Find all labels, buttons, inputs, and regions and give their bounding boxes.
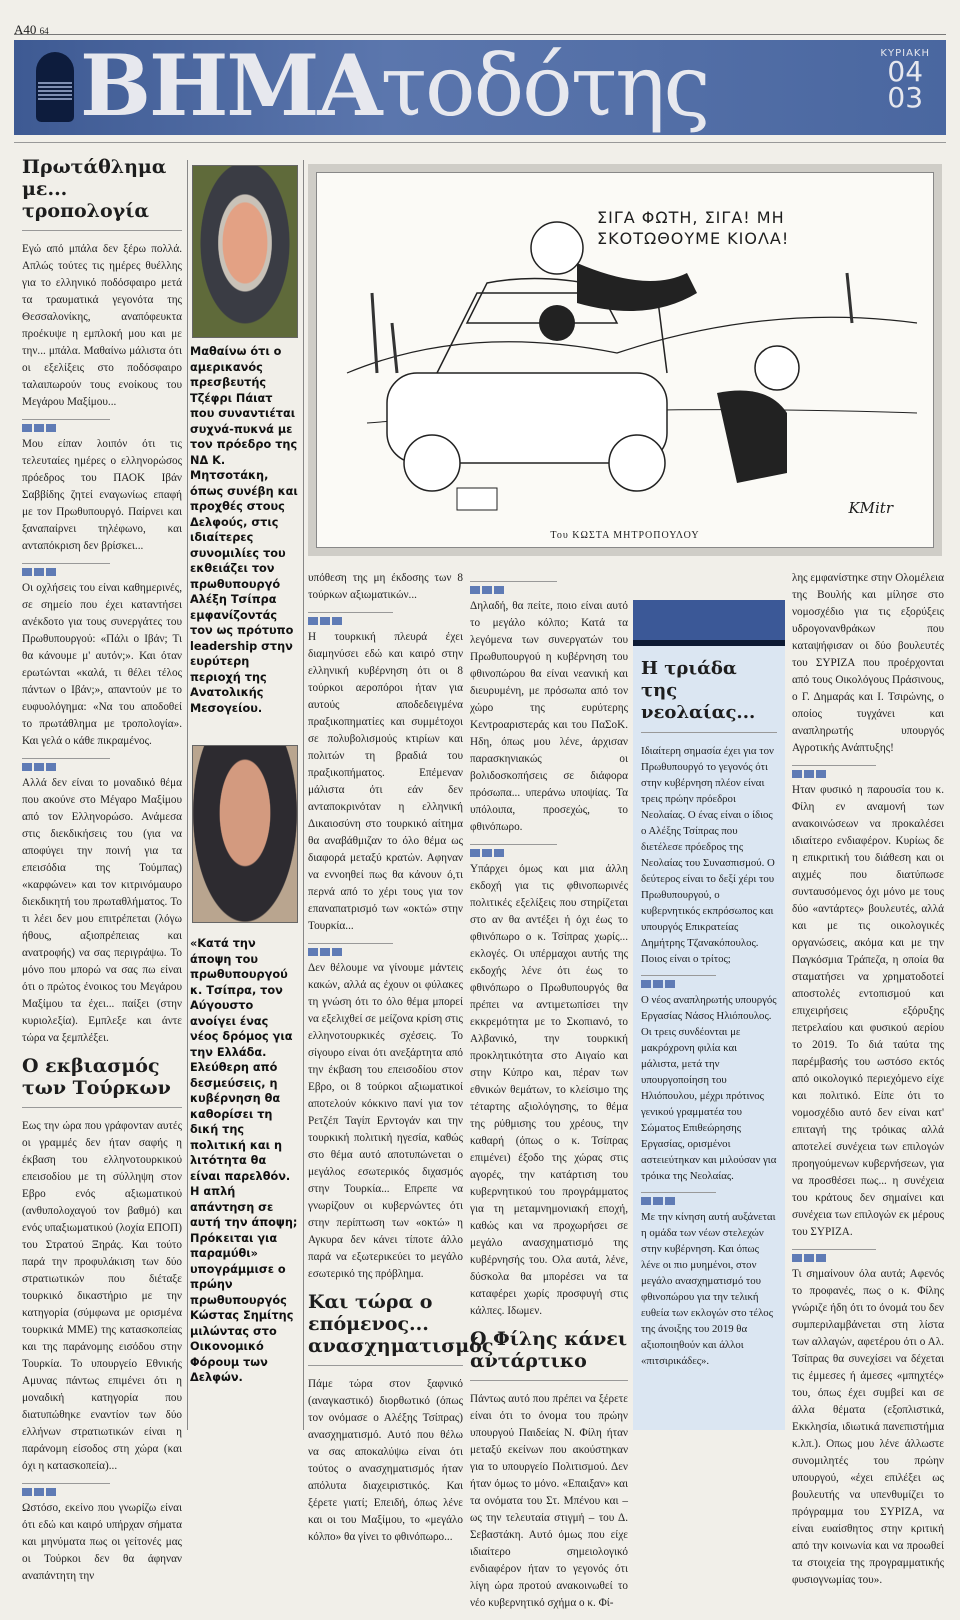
section-marker-icon	[308, 948, 463, 956]
cartoon-frame	[308, 164, 942, 556]
date-weekday: ΚΥΡΙΑΚΗ	[880, 48, 930, 59]
section-marker-icon	[22, 1488, 182, 1496]
paragraph: Εγώ από μπάλα δεν ξέρω πολλά. Απλώς τούτες τις ημέρες θυέλλης για το ελληνικό ποδόσφαιρο μετά τα τραυματικά γεγονότα της Θεσσαλονίκης, αναπόφευκτα προέκυψε η εμπλοκή μου και με την... μπάλα. Μαθαίνω μάλιστα ότι οι εξελίξεις στο ποδόσφαιρο ταλαιπωρούν τους ενοίκους του Μεγάρου Μαξίμου...	[22, 243, 182, 408]
speech-bubble-text: ΣΙΓΑ ΦΩΤΗ, ΣΙΓΑ! ΜΗ ΣΚΟΤΩΘΟΥΜΕ ΚΙΟΛΑ!	[597, 208, 790, 248]
paragraph: Αλλά δεν είναι το μοναδικό θέμα που ακούνε στο Μέγαρο Μαξίμου από τον Ελληνορώσο. Ανάμεσα στις διεκδικήσεις του (για να αποφύγει την ποινή για τα επεισόδια της Τούμπας) «καρφώνει» και τον κιτρινόμαυρο διεκδικητή του πρωταθλήματος. Το τι λέει δεν μου επιτρέπεται (λόγω ήθους, αξιοπρέπειας και ανατροφής) να σας περιγράψω. Το μόνο που μπορώ να σας πω είναι ότι ο πρώτος ένοικος του Μεγάρου Μαξίμου τα έχει... παίξει (στην κυριολεξία). Εμπλεξε και άντε τώρα να ξεμπλέξει.	[22, 777, 182, 1044]
date-day: 04	[887, 55, 924, 88]
paragraph: Μου είπαν λοιπόν ότι τις τελευταίες ημέρες ο ελληνορώσος πρόεδρος του ΠΑΟΚ Ιβάν Σαββίδης ζητεί εναγωνίως επαφή με τον Πρωθυπουργό. Παίρνει και ξαναπαίρνει τηλέφωνο, και ανταπόκριση δεν βρίσκει...	[22, 438, 182, 552]
paragraph: Υπάρχει όμως και μια άλλη εκδοχή για τις φθινοπωρινές πολιτικές εξελίξεις που στηρίζεται στο αν θα αντέξει ή όχι έως το φθινόπωρο ο κ. Τσίπρας χωρίς... εκλογές. Οι υπέρμαχοι αυτής της εκδοχής λένε ότι έως το φθινόπωρο ο Πρωθυπουργός θα πρέπει να αντιμετωπίσει την εκκρεμότητα με το Σκοπιανό, το Αλβανικό, την τουρκική προκλητικότητα στο Αιγαίο και στην Κύπρο και, πέραν των εθνικών θεμάτων, το κλείσιμο της τέταρτης αξιολόγησης, το θέμα της ρύθμισης του χρέους, την καθαρή (όπως ο κ. Τσίπρας επιμένει) έξοδο της χώρας στις αγορές, την κατάρτιση του κυβερνητικού του προγράμματος για τη μεταμνημονιακή εποχή, καθώς και να προχωρήσει σε μεγάλο ανασχηματισμό της κυβέρνησής του. Ολα αυτά, λένε, δύσκολα θα μπορέσει να τα καταφέρει χωρίς προσφυγή στις κάλπες. Ιδωμεν.	[470, 863, 628, 1317]
headline-reshuffle: Και τώρα ο επόμενος... ανασχηματισμός	[308, 1291, 494, 1357]
head-logo-icon	[36, 52, 74, 122]
paragraph: Εως την ώρα που γράφονταν αυτές οι γραμμές δεν ήταν σαφής η έκβαση του ελληνοτουρκικού επεισοδίου με τη σύλληψη στον Εβρο ενός αξιωματικού (ανθυπολοχαγού τον βαθμό) και ενός υπαξιωματικού (λοχία ΕΠΟΠ) του Στρατού Ξηράς. Και τούτο παρά την προφυλάκιση των δύο στρατιωτικών που διέταξε τουρκικό δικαστήριο με την κατηγορία (σύμφωνα με ορισμένα τουρκικά ΜΜΕ) της κατασκοπείας και της παράνομης εισόδου στην Τουρκία. Το υπουργείο Εθνικής Αμυνας πάντως επιμένει ότι η μοναδική κατηγορία που διατυπώθηκε εναντίον των δύο ελλήνων στρατιωτικών είναι η παράνομη είσοδος στη χώρα (και όχι η κατασκοπεία)...	[22, 1120, 182, 1472]
paragraph: Η τουρκική πλευρά έχει διαμηνύσει εδώ και καιρό στην ελληνική κυβέρνηση ότι οι 8 τούρκοι αεροπόροι ήταν για αυτούς αποδεδειγμένα πραξικοπηματίες και συμμέτοχοι σε πολυβολισμούς κτιρίων και πολιτών τη βραδιά του πραξικοπήματος. Επέμεναν μάλιστα ότι εάν δεν ανταποκρινόταν η ελληνική Δικαιοσύνη στο τουρκικό αίτημα θα αναβάθμιζαν το όλο θέμα ως διαφορά μεταξύ κρατών. Αφηναν να εννοηθεί πως θα κάνουν ό,τι περνά από το χέρι τους για τον επαναπατρισμό των «οκτώ» στην Τουρκία...	[308, 631, 463, 932]
paragraph: Δηλαδή, θα πείτε, ποιο είναι αυτό το μεγάλο κόλπο; Κατά τα λεγόμενα των συνεργατών του Πρωθυπουργού η κυβέρνηση του φθινοπώρου θα είναι νεανική και διευρυμένη, με πρόσωπα από τον χώρο της ευρύτερης Κεντροαριστεράς και του ΠαΣοΚ. Ηδη, όπως μου λένε, άρχισαν παρασκηνιακώς οι βολιδοσκοπήσεις σε διάφορα πρόσωπα... υπεράνω υποψίας. Τα υπόλοιπα, προσεχώς, το φθινόπωρο.	[470, 600, 628, 833]
paragraph: Πάμε τώρα στον ξαφνικό (αναγκαστικό) διορθωτικό (όπως τον ονόμασε ο Αλέξης Τσίπρας) ανασχηματισμό. Αυτό που θέλω να σας αποκαλύψω είναι ότι τούτος ο ανασχηματισμός ήταν απόλυτα διαχειριστικός. Και ξέρετε γιατί; Επειδή, όπως λένε και οι του Μαξίμου, το «μεγάλο κόλπο» θα γίνει το φθινόπωρο...	[308, 1378, 463, 1543]
column-1	[22, 150, 182, 1593]
photo-simitis	[192, 745, 298, 923]
paragraph: Οι οχλήσεις του είναι καθημερινές, σε σημείο που έχει καταντήσει ανέκδοτο για τους συνεργάτες του Πρωθυπουργού: «Πάλι ο Ιβάν; Τι θα κάνουμε μ' αυτόν;». Και όταν ερωτώνται «καλά, τι θέλει τέλος πάντων ο Ιβάν;», απαντούν με το ευφυολόγημα: «Να του αποδοθεί το πρωτάθλημα με τροπολογία». Και γελά ο κάθε πικραμένος.	[22, 582, 182, 747]
section-marker-icon	[641, 1197, 777, 1205]
section-marker-icon	[22, 763, 182, 771]
paragraph: Δεν θέλουμε να γίνουμε μάντεις κακών, αλλά ας έχουν οι φύλακες τη γνώση ότι το όλο θέμα μπορεί να εξελιχθεί σε μείζονα κρίση στις ελληνοτουρκικές σχέσεις. Το σίγουρο είναι ότι ανεξάρτητα από την έκβαση του επεισοδίου στον Εβρο, οι 8 τούρκοι αξιωματικοί αποτελούν κόκκινο πανί για τον Ρετζέπ Ταγίπ Ερντογάν και την τουρκική πολιτική ηγεσία, καθώς στο θέμα αυτό αποτυπώνεται ο μεγάλος εσωτερικός διχασμός στην Τουρκία... Επρεπε να γνωρίζουν οι κυβερνώντες ότι στην περίπτωση των «οκτώ» η Αγκυρα δεν κάνει τίποτε άλλο παρά να εξωτερικεύει το μεγάλο εσωτερικό της πρόβλημα.	[308, 962, 463, 1280]
sidebar-quote-simitis: «Κατά την άποψη του πρωθυπουργού κ. Τσίπρα, τον Αύγουστο ανοίγει ένας νέος δρόμος για την Ελλάδα. Ελεύθερη από δεσμεύσεις, η κυβέρνηση θα καθορίσει τη δική της πολιτική και η λιτότητα θα είναι παρελθόν. Η απλή απάντηση σε αυτή την άποψη; Πρόκειται για παραμύθι» υπογράμμισε ο πρώην πρωθυπουργός Κώστας Σημίτης μιλώντας στο Οικονομικό Φόρουμ των Δελφών.	[190, 937, 298, 1384]
cartoon	[316, 172, 934, 548]
column-4	[470, 575, 628, 1620]
column-3	[308, 570, 494, 1554]
paragraph: Ο νέος αναπληρωτής υπουργός Εργασίας Νάσος Ηλιόπουλος. Οι τρεις συνδέονται με μακρόχρονη φιλία και μάλιστα, μετά την υπουργοποίηση του Ηλιόπουλου, μέχρι πρότινος γενικού γραμματέα του Σώματος Επιθεώρησης Εργασίας, ορισμένοι αστειεύτηκαν και μιλούσαν για τρόικα της Νεολαίας.	[641, 994, 777, 1182]
column-6	[792, 570, 944, 1597]
youth-trio-box	[633, 600, 785, 1430]
headline-turkish-blackmail: Ο εκβιασμός των Τούρκων	[22, 1055, 171, 1099]
cartoon-credit: Του ΚΩΣΤΑ ΜΗΤΡΟΠΟΥΛΟΥ	[550, 530, 700, 541]
paragraph: Ωστόσο, εκείνο που γνωρίζω είναι ότι εδώ και καιρό υπήρχαν σήματα και μηνύματα πως οι γείτονές μας οι Τούρκοι δεν θα άφηναν αναπάντητη την	[22, 1502, 182, 1582]
paragraph: λης εμφανίστηκε στην Ολομέλεια της Βουλής και μίλησε στο νομοσχέδιο για τις εξορύξεις υδρογονανθράκων που καταψήφισαν οι δύο βουλευτές του ΣΥΡΙΖΑ που προέρχονται από τους Οικολόγους Πράσινους, ο Γ. Δημαράς και Ι. Τσιρώνης, ο οποίος τυγχάνει και αναπληρωτής υπουργός Αγροτικής Ανάπτυξης!	[792, 572, 945, 754]
photo-pyatt	[192, 165, 298, 338]
masthead-title	[80, 36, 709, 136]
title-caps: ΒΗΜΑ	[80, 36, 381, 135]
section-marker-icon	[470, 586, 628, 594]
page-number	[14, 22, 49, 38]
section-marker-icon	[470, 849, 628, 857]
paragraph: Με την κίνηση αυτή αυξάνεται η ομάδα των νέων στελεχών στην κυβέρνηση. Και όπως λένε οι πιο μυημένοι, στον μεγάλο ανασχηματισμό του φθινοπώρου για την τελική ευθεία των εκλογών στο τέλος της άνοιξης του 2019 θα αξιοποιηθούν και άλλοι «πιτσιρικάδες».	[641, 1211, 776, 1367]
paragraph: Ιδιαίτερη σημασία έχει για τον Πρωθυπουργό το γεγονός ότι στην κυβέρνηση πλέον είναι τρεις πρώην πρόεδροι Νεολαίας. Ο ένας είναι ο ίδιος ο Αλέξης Τσίπρας που διετέλεσε πρόεδρος της Νεολαίας του Συνασπισμού. Ο δεύτερος είναι το δεξί χέρι του Πρωθυπουργού, ο κυβερνητικός εκπρόσωπος και υπουργός Επικρατείας Δημήτρης Τζανακόπουλος. Ποιος είναι ο τρίτος;	[641, 745, 775, 965]
section-marker-icon	[22, 424, 182, 432]
title-lower: τοδότης	[380, 37, 709, 135]
headline-championship: Πρωτάθλημα με... τροπολογία	[22, 156, 167, 222]
column-divider	[187, 160, 188, 1430]
cartoonist-signature: KMitr	[848, 499, 893, 517]
column-divider	[303, 160, 304, 1430]
sidebar-quote-pyatt: Μαθαίνω ότι ο αμερικανός πρεσβευτής Τζέφρι Πάιατ που συναντιέται συχνά-πυκνά με τον πρόεδρο της ΝΔ Κ. Μητσοτάκη, όπως συνέβη και προχθές στους Δελφούς, στις ιδιαίτερες συνομιλίες του εκθειάζει τον πρωθυπουργό Αλέξη Τσίπρα εμφανίζοντάς τον ως πρότυπο leadership στην ευρύτερη περιοχή της Ανατολικής Μεσογείου.	[190, 345, 298, 715]
section-marker-icon	[641, 980, 777, 988]
masthead	[14, 36, 946, 135]
paragraph: υπόθεση της μη έκδοσης των 8 τούρκων αξιωματικών...	[308, 572, 463, 601]
section-marker-icon	[308, 617, 463, 625]
page-number-sub: 64	[39, 26, 49, 36]
section-marker-icon	[792, 1254, 944, 1262]
masthead-date	[880, 48, 930, 114]
section-marker-icon	[792, 770, 944, 778]
section-marker-icon	[22, 568, 182, 576]
paragraph: Πάντως αυτό που πρέπει να ξέρετε είναι ότι το όνομα του πρώην υπουργού Παιδείας Ν. Φίλη ήταν μεταξύ εκείνων που ακούστηκαν για το υπουργείο Πολιτισμού. Δεν ήταν όμως το μόνο. «Επαιξαν» και τα ονόματα του Στ. Μπένου και – ως την τελευταία στιγμή – του Δ. Σεβαστάκη. Αυτό όμως που είχε ιδιαίτερο σημειολογικό ενδιαφέρον ήταν το γεγονός ότι λίγη ώρα προτού ανακοινωθεί το νέο κυβερνητικό σχήμα ο κ. Φί-	[470, 1393, 628, 1609]
page-number-main: A40	[14, 22, 37, 37]
top-rule	[14, 34, 946, 35]
paragraph: Τι σημαίνουν όλα αυτά; Αφενός το προφανές, πως ο κ. Φίλης γνώριζε ήδη ότι το όνομά του δεν συμπεριλαμβάνεται στη λίστα των αλλαγών, αφετέρου ότι ο Αλ. Τσίπρας θα συνεχίσει να δέχεται τις έμμεσες ή άμεσες «μπηχτές» του, όπως έχει συμβεί και σε άλλα θέματα (εξοπλιστικά, Εκκλησία, ιδιωτικά πανεπιστήμια κ.λπ.). Οπως μου λένε άλλωστε συνομιλητές του πρώην υπουργού, «έχει επιλέξει ως βουλευτής να υπενθυμίζει το πρόγραμμα του ΣΥΡΙΖΑ, να είναι ευαίσθητος στην κριτική από την κοινωνία και να προωθεί τα στοιχεία της προγραμματικής φυσιογνωμίας του».	[792, 1268, 944, 1586]
headline-filis: Ο Φίλης κάνει αντάρτικο	[470, 1328, 628, 1372]
headline-youth-trio: Η τριάδα της νεολαίας...	[641, 658, 756, 723]
masthead-rule	[14, 142, 946, 143]
date-month: 03	[887, 81, 924, 114]
paragraph: Ηταν φυσικό η παρουσία του κ. Φίλη εν αναμονή των ανακοινώσεων να προκαλέσει ιδιαίτερο ενδιαφέρον. Κυρίως δε η επικριτική του διάθεση και οι αιχμές που διατύπωσε συνταυσόμενος όχι μόνο με τους δύο «αντάρτες» βουλευτές, αλλά και με τις οικολογικές οργανώσεις, ακόμα και με την Παγκόσμια Τράπεζα, η οποία θα σταματήσει να χρηματοδοτεί αποστολές εντοπισμού και επιχειρήσεις εξόρυξης πετρελαίου και φυσικού αερίου το 2019. Το διά ταύτα της παρέμβασής του ωστόσο εκτός από οικολογικό περιεχόμενο είχε και πολιτικό. Είπε ότι το νομοσχέδιο αυτό δεν είναι κατ' επιταγή της τρόικας αλλά αποτελεί συνέχεια των επιλογών προηγούμενων κυβερνήσεων, για να προσθέσει πως... η συνέχεια του κράτους δεν σημαίνει και συνέχεια των επιλογών εκ μέρους του ΣΥΡΙΖΑ.	[792, 784, 944, 1238]
